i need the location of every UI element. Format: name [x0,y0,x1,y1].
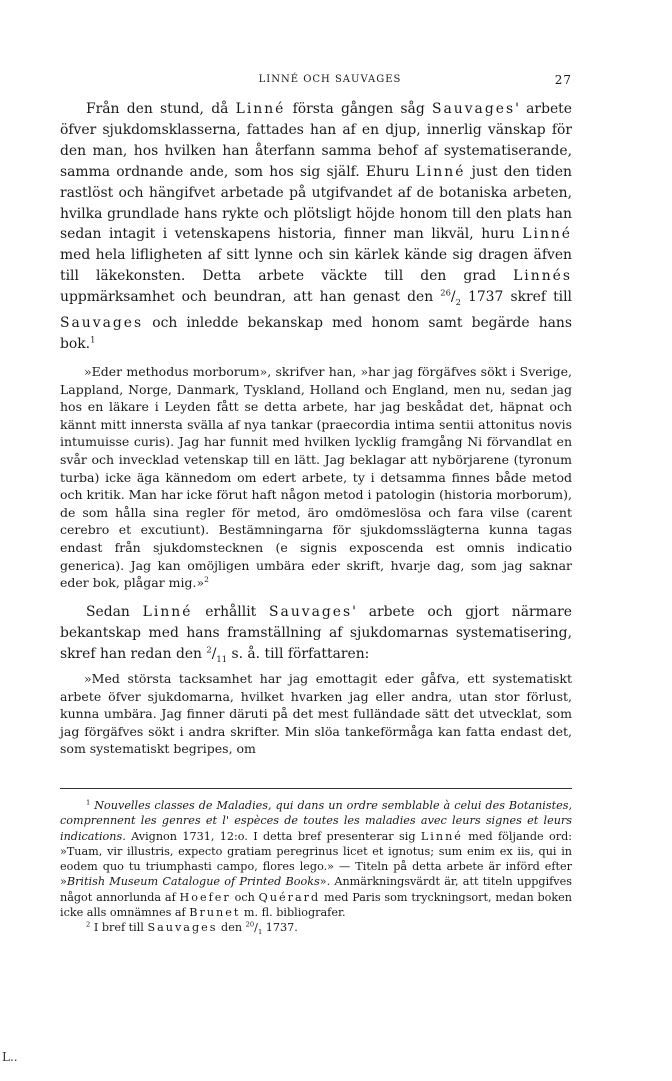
date-denominator: 1 [257,928,263,937]
text-run: just den tiden rastlöst och hängifvet arbetade på utgifvandet af de botaniska arbeten, hvilka grundlade hans rykte och plötsligt höjde honom till den plats han sedan intagit i vetenskapens historia, finner man likväl, huru [60,163,572,243]
spaced-name: Sauvages [431,101,516,117]
running-title: LINNÉ OCH SAUVAGES [258,74,402,85]
spaced-name: Linné [522,226,572,243]
quote-text: »Eder methodus morborum», skrifver han, »har jag förgäfves sökt i Sverige, Lappland, Norge, Danmark, Tyskland, Holland och England, men nu, sedan jag hos en läkare i Leyden fått se detta arbete, har jag beskådat det, häpnat och kännt mitt innersta svälla af nya tankar (praecordia intima sentii attonitus novis intumuisse curis). Jag har funnit med hvilken lycklig framgång Ni förvandlat en svår och invecklad vetenskap till en lätt. Jag beklagar att nybörjarene (tyronum turba) icke äga kännedom om edert arbete, ty i detsamma finnes både metod och kritik. Man har icke förut haft någon metod i patologin (historia morborum), de som hålla sina regler för metod, äro omdömeslösa och fara vilse (carent cerebro et excutiunt). Bestämningarna för sjukdomsslägterna kunna tagas endast från sjukdomstecknen (e signis exposcenda est omnis indicatio generica). Jag kan omöjligen umbära eder skrift, hvarje dag, som jag saknar eder bok, plågar mig.» [60,364,572,591]
text-run: Från den stund, då [86,101,236,117]
text-run: 1737 skref till [460,289,572,306]
quote-text: »Med största tacksamhet har jag emottagit eder gåfva, ett systematiskt arbete öfver sjukdomarna, hvilket hvarken jag eller andra, utan stor förlust, kunna umbära. Jag finner däruti på det mest fulländade sätt det utvecklat, som jag förgäfves sökt i andra skrifter. Min slöa tankeförmåga kan fatta endast det, som systematiskt begripes, om [60,671,572,757]
date-denominator: 2 [455,296,461,307]
book-title: Nouvelles classes de Maladies, qui dans un ordre semblable à celui des Botanistes, comprennent les genres et l' espèces de toutes les maladies avec leurs signes et leurs indications. [60,799,572,843]
spaced-name: Quérard [258,890,321,904]
text-run: erhållit [192,604,270,620]
text-run: med Paris som tryckningsort, medan boken icke alls omnämnes af [60,890,572,920]
running-header [88,74,572,90]
margin-mark: L.. [2,1050,18,1064]
text-run: ' arbete och gjort närmare bekantskap med hans framställning af sjukdomarnas systematisering, skref han redan den [60,604,572,662]
spaced-name: Linné [142,604,193,620]
text-run: första gången såg [285,101,432,117]
spaced-name: Sauvages [60,314,144,331]
footnote-marker: 1 [86,798,91,807]
paragraph-1: Från den stund, då Linné första gången såg Sauvages' arbete öfver sjukdomsklasserna, fattades han af en djup, innerlig vänskap för den man, hos hvilken han återfann samma behof af systematiserande, samma ordnande ande, som hos sig själf. Ehuru Linné just den tiden rastlöst och hängifvet arbetade på utgifvandet af de botaniska arbeten, hvilka grundlade hans rykte och plötsligt höjde honom till den plats han sedan intagit i vetenskapens historia, finner man likväl, huru Linné med hela lifligheten af sitt lynne och sin kärlek kände sig dragen äfven till läkekonsten. Detta arbete väckte till den grad Linnés uppmärksamhet och beundran, att han genast den $^{26}/_2$ 1737 skref till Sauvages och inledde bekanskap med honom samt begärde hans bok.$^1$ [60,101,572,352]
text-run: ' arbete öfver sjukdomsklasserna, fattades han af en djup, innerlig vänskap för den man, hos hvilken han återfann samma behof af systematiserande, samma ordnande ande, som hos sig själf. Ehuru [60,101,572,180]
footnotes [60,798,572,941]
date-numerator: 2 [206,644,212,655]
spaced-name: Linné [420,829,463,843]
date-numerator: 26 [440,287,451,298]
footnote-ref-1[interactable]: 1 [90,334,96,345]
page-number: 27 [554,73,572,87]
text-run: med följande ord: »Tuam, vir illustris, expecto gratiam peregrinus licet et ignotus; sum enim ex iis, qui in eodem quo tu triumphasti campo, flores lego.» — Titeln på detta arbete är införd efter » [60,829,572,889]
paragraph-2: Sedan Linné erhållit Sauvages' arbete och gjort närmare bekantskap med hans framställning af sjukdomarnas systematisering, skref han redan den $^2/_{11}$ s. å. till författaren: [60,604,572,664]
text-run: uppmärksamhet och beundran, att han genast den [60,289,441,306]
footnote-2: $^2$ I bref till Sauvages den $^{20}/_1$ 1737. [86,920,298,937]
text-run: m. fl. bibliografer. [240,906,346,920]
spaced-name: Linné [235,101,286,117]
text-run: ». Anmärkningsvärdt är, att titeln uppgifves något annorlunda af [60,875,572,904]
text-run: Sedan [86,604,143,620]
text-run: och [230,890,259,904]
text-run: 1737. [262,921,298,935]
date-numerator: 20 [245,920,255,929]
spaced-name: Brunet [189,906,241,920]
spaced-name: Linnés [513,268,572,285]
spaced-name: Hoefer [179,890,231,904]
text-run: med hela lifligheten af sitt lynne och sin kärlek kände sig dragen äfven till läkekonsten. Detta arbete väckte till den grad [60,247,572,285]
spaced-name: Sauvages [147,921,218,935]
spaced-name: Sauvages [269,604,353,620]
footnote-1 [60,798,572,920]
catalogue-title: British Museum Catalogue of Printed Books [66,875,320,889]
quote-2 [60,670,572,758]
footnote-marker: 2 [86,920,91,929]
text-run: och inledde bekanskap med honom samt begärde hans bok. [60,314,572,352]
text-run: s. å. till författaren: [227,645,370,662]
date-denominator: 11 [216,653,228,664]
text-run: I bref till [90,921,148,935]
quote-1 [60,363,572,592]
spaced-name: Linné [415,163,466,180]
text-run: Avignon 1731, 12:o. I detta bref presenterar sig [125,829,421,843]
text-run: den [217,921,246,935]
footnote-divider [60,788,572,789]
footnote-ref-2[interactable]: 2 [204,574,209,584]
